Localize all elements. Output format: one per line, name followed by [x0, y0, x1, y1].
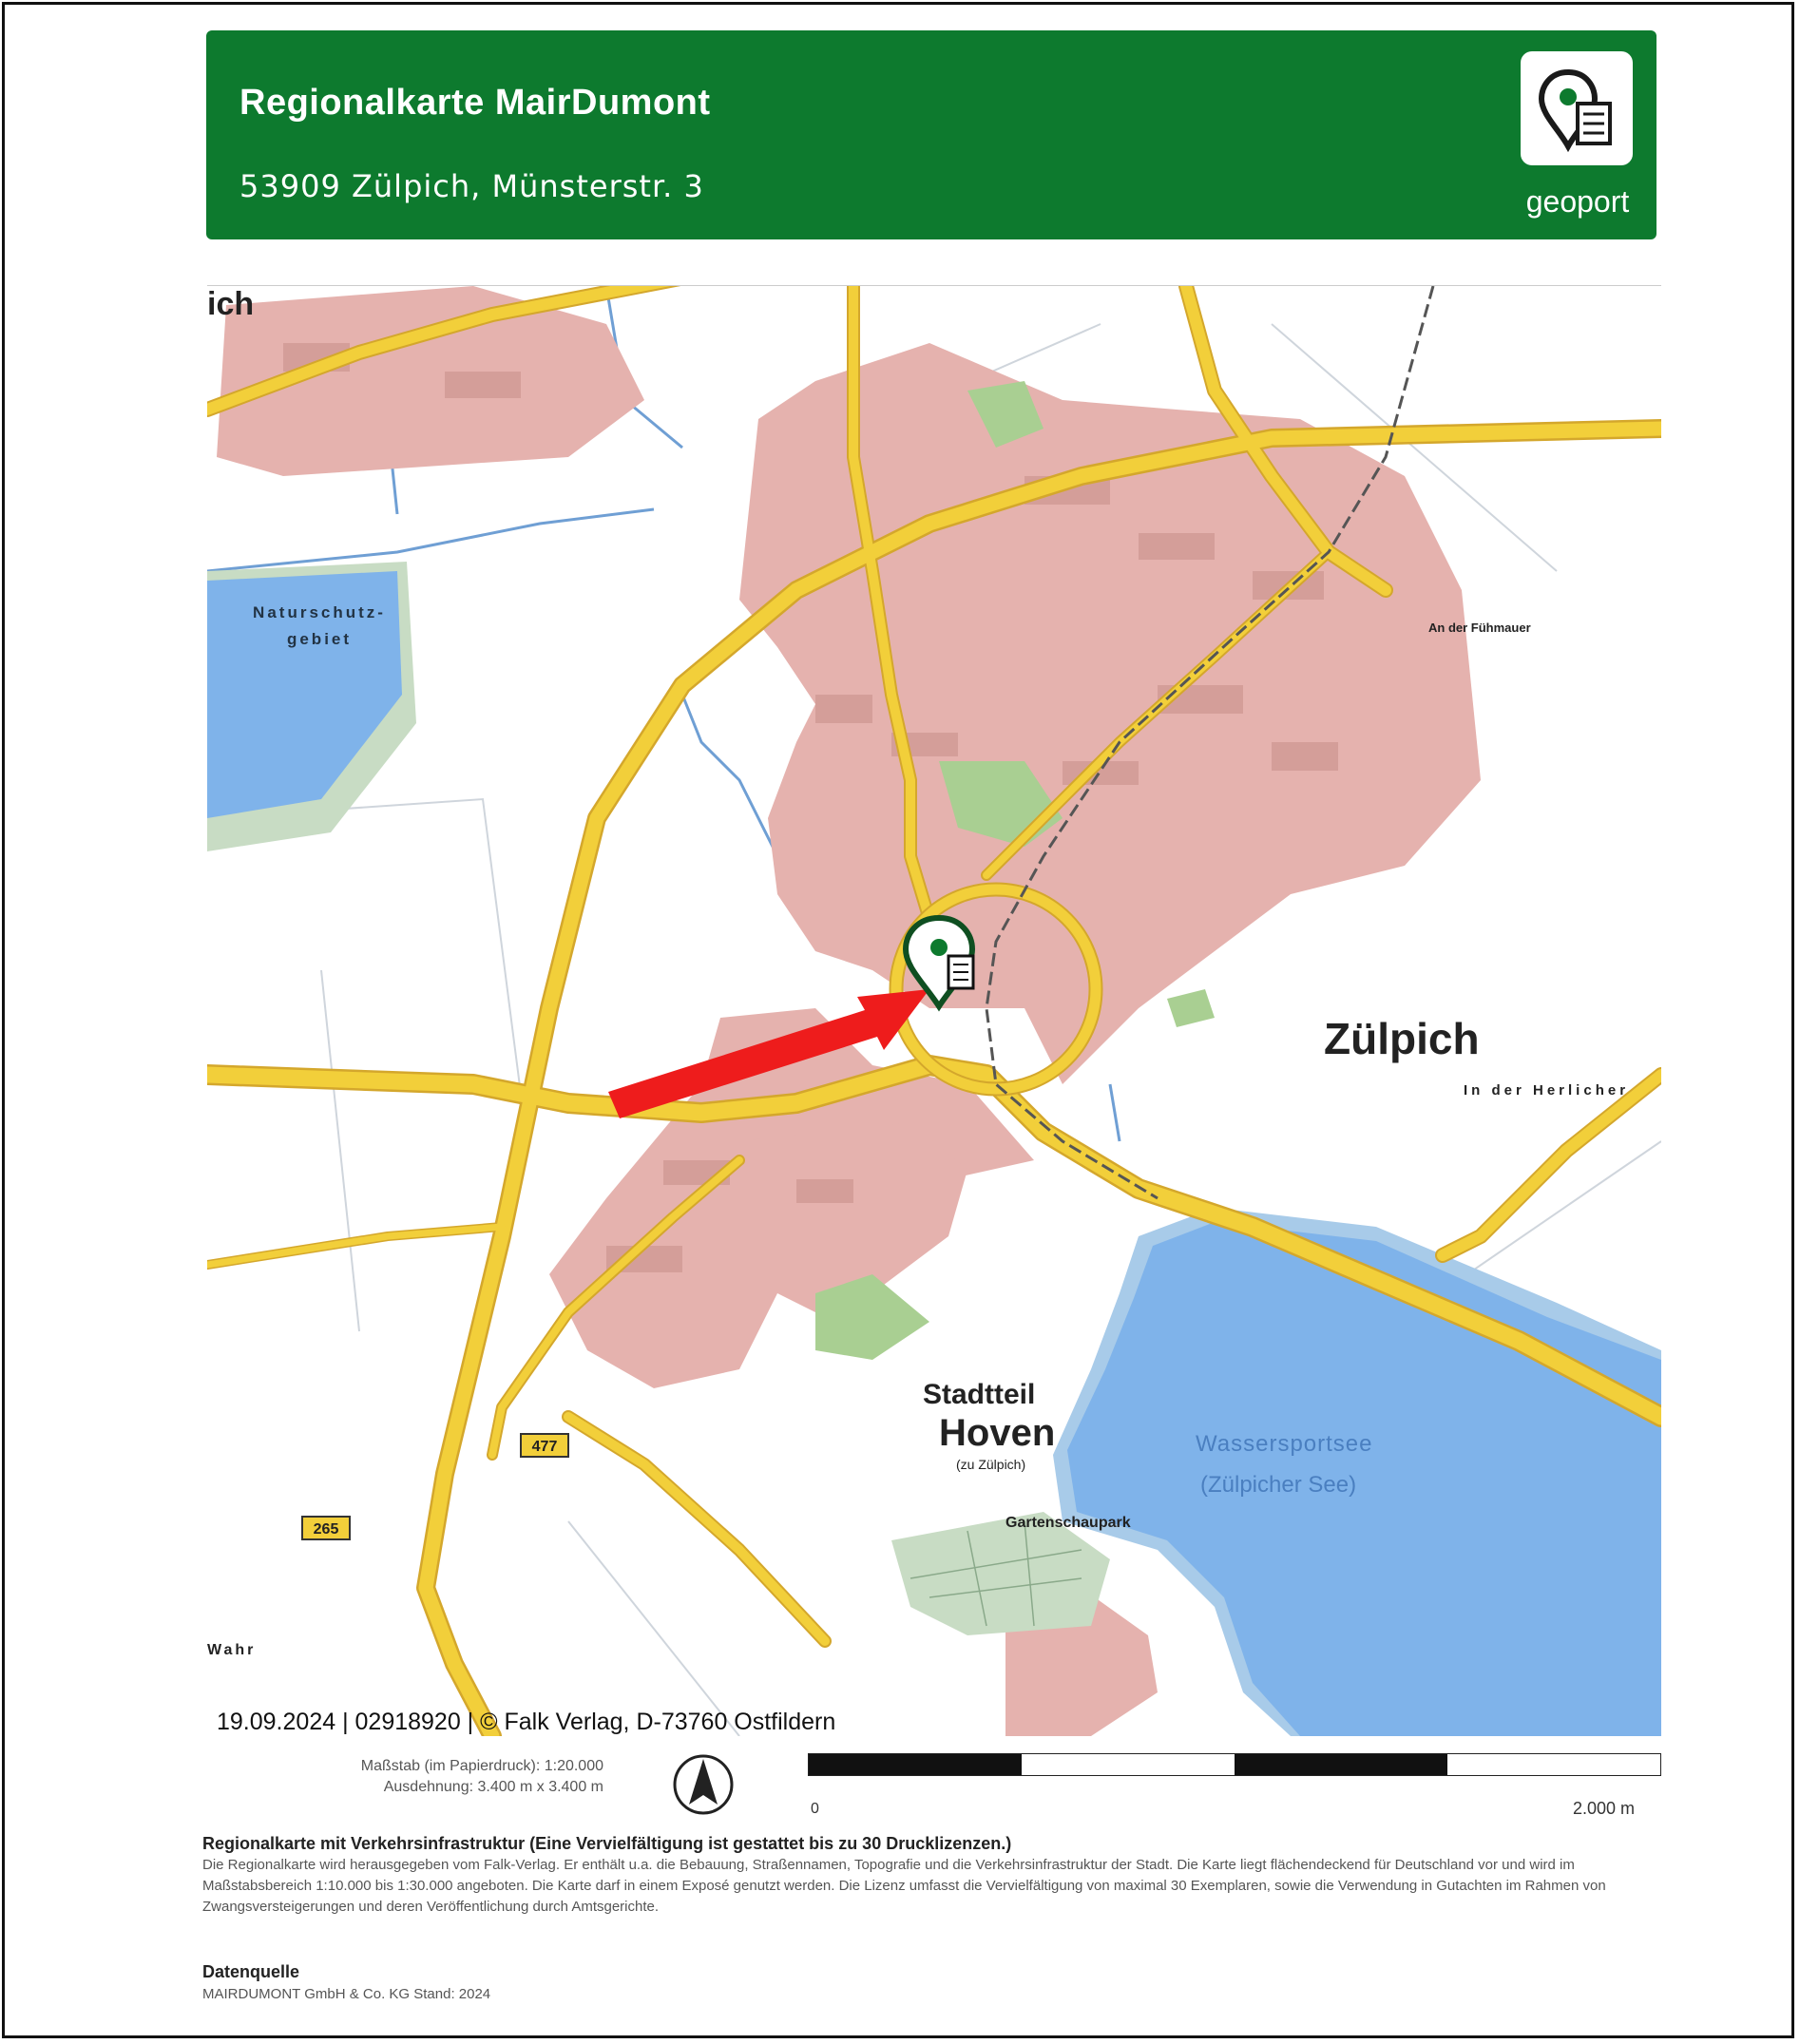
scale-info [242, 1756, 603, 1798]
scale-max-label: 2.000 m [1573, 1799, 1636, 1818]
description-title: Regionalkarte mit Verkehrsinfrastruktur (Eine Vervielfältigung ist gestattet bis zu 30 Drucklizenzen.) [202, 1834, 1012, 1853]
place-label-stadtteil: Stadtteil [923, 1379, 1036, 1410]
place-label-hoven: Hoven [939, 1412, 1056, 1454]
scale-ratio: Maßstab (im Papierdruck): 1:20.000 [360, 1758, 603, 1774]
place-label-lake-2: (Zülpicher See) [1200, 1472, 1357, 1498]
place-label-edge-east: In der Herlicher [1464, 1082, 1630, 1098]
map-credit: 19.09.2024 | 02918920 | © Falk Verlag, D-73760 Ostfildern [217, 1709, 836, 1735]
datasource-title: Datenquelle [202, 1962, 300, 1981]
geoport-logo-label: geoport [1525, 184, 1630, 219]
svg-text:477: 477 [531, 1439, 558, 1455]
map-title: Regionalkarte MairDumont [239, 83, 711, 123]
description-body: Die Regionalkarte wird herausgegeben vom Falk-Verlag. Er enthält u.a. die Bebauung, Straßennamen, Topografie und die Verkehrsinfrastruktur der Stadt. Die Karte liegt flächendeckend für Deutschland vor und wird im Maßstabsbereich 1:10.000 bis 1:30.000 angeboten. Die Karte darf in einem Exposé genutzt werden. Die Lizenz umfasst die Vervielfältigung von maximal 30 Exemplaren, sowie die Verwendung in Gutachten im Rahmen von Zwangsversteigerungen und deren Veröffentlichung durch Amtsgerichte. [202, 1857, 1606, 1915]
datasource-body: MAIRDUMONT GmbH & Co. KG Stand: 2024 [202, 1986, 491, 2002]
svg-text:265: 265 [313, 1521, 339, 1538]
place-label-lake-1: Wassersportsee [1196, 1431, 1373, 1457]
map-extent: Ausdehnung: 3.400 m x 3.400 m [383, 1779, 603, 1795]
place-label-zuelpich: Zülpich [1324, 1014, 1480, 1063]
header-banner [206, 30, 1656, 239]
scale-min-label: 0 [811, 1801, 819, 1817]
north-arrow-icon [670, 1751, 737, 1818]
property-address: 53909 Zülpich, Münsterstr. 3 [239, 168, 704, 204]
geoport-logo [1521, 51, 1633, 165]
road-shield-477 [521, 1434, 568, 1457]
place-label-edge-nw: ich [207, 286, 255, 322]
place-label-fuehmauer: An der Fühmauer [1428, 621, 1531, 635]
road-shield-265 [302, 1517, 350, 1539]
place-label-hoven-note: (zu Zülpich) [956, 1457, 1026, 1472]
place-label-edge-sw: Wahr [207, 1642, 257, 1658]
geoport-pin-icon [1521, 51, 1633, 165]
map-area[interactable] [207, 285, 1661, 1736]
map-canvas [207, 286, 1661, 1736]
scale-bar [808, 1753, 1661, 1776]
place-label-nature-reserve: Naturschutz-gebiet [253, 603, 386, 648]
place-label-gartenschau: Gartenschaupark [1005, 1515, 1131, 1531]
